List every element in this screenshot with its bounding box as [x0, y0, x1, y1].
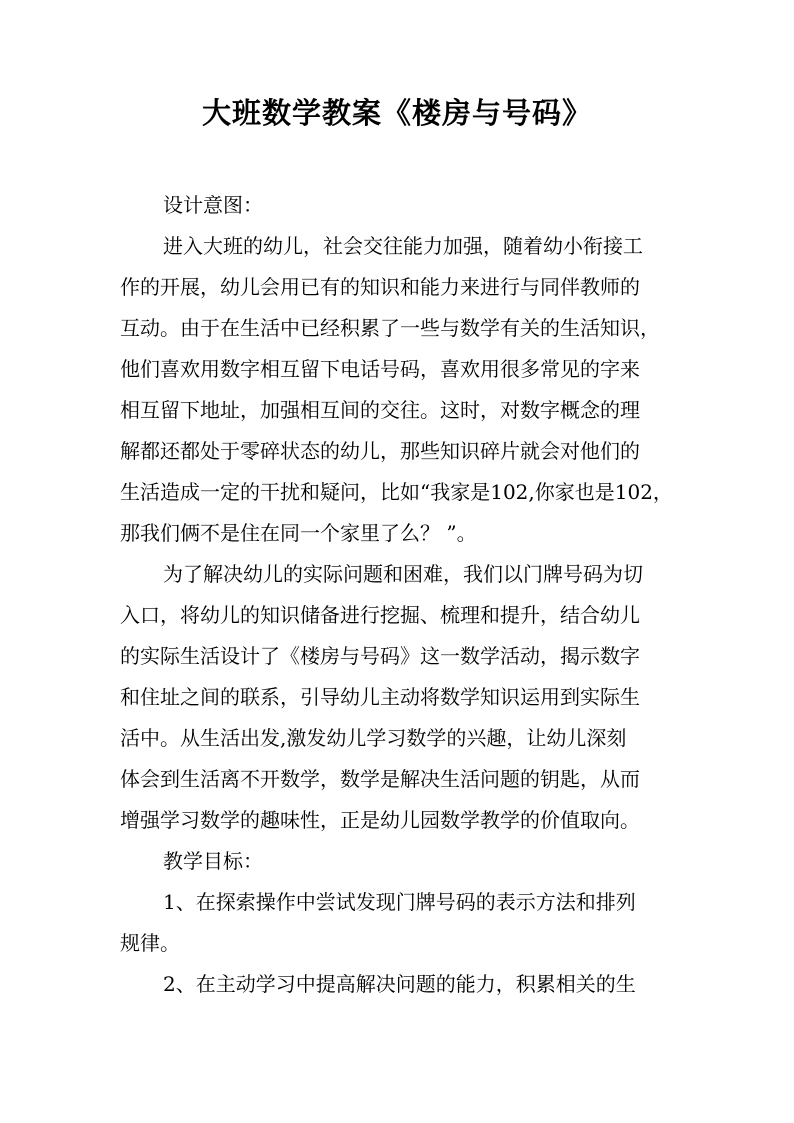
paragraph-line: 解都还都处于零碎状态的幼儿，那些知识碎片就会对他们的 — [120, 439, 640, 463]
paragraph-line: 增强学习数学的趣味性，正是幼儿园数学教学的价值取向。 — [120, 808, 640, 832]
section-heading-teaching-goals: 教学目标： — [163, 849, 263, 873]
goal-item-1-continued: 规律。 — [120, 931, 180, 955]
paragraph-line: 的实际生活设计了《楼房与号码》这一数学活动，揭示数字 — [120, 644, 640, 668]
paragraph-line: 和住址之间的联系，引导幼儿主动将数学知识运用到实际生 — [120, 685, 640, 709]
paragraph-line: 入口，将幼儿的知识储备进行挖掘、梳理和提升，结合幼儿 — [120, 603, 640, 627]
paragraph-line: 进入大班的幼儿，社会交往能力加强，随着幼小衔接工 — [163, 234, 643, 258]
document-title: 大班数学教案《楼房与号码》 — [201, 96, 592, 130]
paragraph-line: 体会到生活离不开数学，数学是解决生活问题的钥匙，从而 — [120, 767, 640, 791]
goal-item-2: 2、在主动学习中提高解决问题的能力，积累相关的生 — [163, 972, 636, 996]
paragraph-line: 为了解决幼儿的实际问题和困难，我们以门牌号码为切 — [163, 562, 643, 586]
section-heading-design-intent: 设计意图： — [163, 193, 263, 217]
paragraph-line: 作的开展，幼儿会用已有的知识和能力来进行与同伴教师的 — [120, 275, 640, 299]
goal-item-1: 1、在探索操作中尝试发现门牌号码的表示方法和排列 — [163, 890, 636, 914]
paragraph-line: 相互留下地址，加强相互间的交往。这时，对数字概念的理 — [120, 398, 640, 422]
paragraph-line: 生活造成一定的干扰和疑问，比如“我家是102,你家也是102， — [120, 480, 673, 504]
paragraph-line: 互动。由于在生活中已经积累了一些与数学有关的生活知识， — [120, 316, 660, 340]
paragraph-line: 那我们俩不是住在同一个家里了么？ ”。 — [120, 521, 477, 545]
paragraph-line: 活中。从生活出发,激发幼儿学习数学的兴趣，让幼儿深刻 — [120, 726, 627, 750]
paragraph-line: 他们喜欢用数字相互留下电话号码，喜欢用很多常见的字来 — [120, 357, 640, 381]
document-body — [120, 185, 680, 1005]
